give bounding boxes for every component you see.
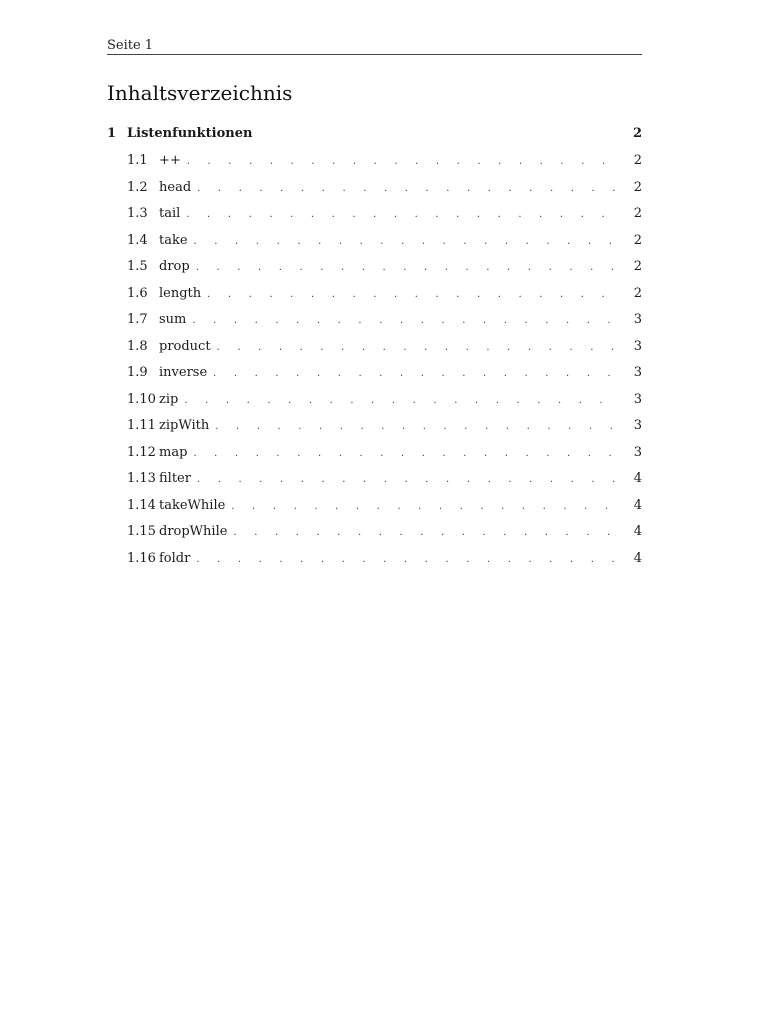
toc-entry[interactable] [107, 522, 642, 549]
entry-number: 1.16 [127, 550, 156, 566]
toc-entry[interactable] [107, 231, 642, 258]
toc-chapter-entry[interactable] [107, 124, 642, 146]
dot-leader [196, 258, 616, 278]
table-of-contents [107, 124, 642, 575]
toc-entry[interactable] [107, 204, 642, 231]
toc-entry[interactable] [107, 337, 642, 364]
dot-leader [217, 338, 616, 358]
entry-page-number: 2 [633, 179, 642, 195]
toc-entries [107, 151, 642, 575]
chapter-page-number: 2 [632, 126, 642, 141]
entry-number: 1.15 [127, 524, 156, 539]
dot-leader [215, 417, 616, 437]
entry-page-number: 2 [633, 285, 642, 301]
toc-entry[interactable] [107, 443, 642, 470]
entry-page-number: 2 [633, 153, 642, 168]
entry-number: 1.11 [127, 418, 156, 433]
dot-leader [184, 391, 616, 411]
dot-leader [193, 444, 616, 464]
toc-entry[interactable] [107, 310, 642, 337]
toc-entry[interactable] [107, 284, 642, 311]
entry-page-number: 3 [633, 338, 642, 354]
entry-title: zipWith [159, 418, 210, 433]
entry-title: head [159, 179, 192, 195]
dot-leader [187, 152, 616, 172]
entry-page-number: 3 [633, 418, 642, 433]
entry-title: foldr [159, 550, 191, 566]
entry-title: takeWhile [159, 497, 226, 513]
dot-leader [197, 470, 616, 490]
entry-number: 1.3 [127, 206, 148, 221]
entry-page-number: 2 [633, 259, 642, 274]
dot-leader [196, 550, 616, 570]
toc-entry[interactable] [107, 178, 642, 205]
entry-title: filter [159, 471, 191, 486]
entry-number: 1.12 [127, 444, 156, 460]
entry-page-number: 4 [633, 524, 642, 539]
entry-title: zip [159, 391, 179, 407]
entry-title: map [159, 444, 188, 460]
page-header [107, 34, 642, 55]
toc-entry[interactable] [107, 496, 642, 523]
entry-title: tail [159, 206, 181, 221]
entry-title: drop [159, 259, 190, 274]
dot-leader [186, 205, 616, 225]
entry-page-number: 4 [633, 550, 642, 566]
toc-entry[interactable] [107, 469, 642, 496]
entry-number: 1.8 [127, 338, 148, 354]
entry-page-number: 4 [633, 471, 642, 486]
dot-leader [197, 179, 616, 199]
dot-leader [194, 232, 616, 252]
dot-leader [207, 285, 616, 305]
entry-number: 1.14 [127, 497, 156, 513]
entry-number: 1.7 [127, 312, 148, 327]
toc-title: Inhaltsverzeichnis [107, 81, 293, 105]
entry-title: inverse [159, 365, 208, 380]
toc-entry[interactable] [107, 390, 642, 417]
dot-leader [231, 497, 616, 517]
entry-number: 1.13 [127, 471, 156, 486]
toc-entry[interactable] [107, 363, 642, 390]
entry-page-number: 3 [633, 312, 642, 327]
entry-title: length [159, 285, 202, 301]
entry-number: 1.9 [127, 365, 148, 380]
entry-number: 1.5 [127, 259, 148, 274]
entry-page-number: 3 [633, 391, 642, 407]
dot-leader [233, 523, 616, 543]
entry-number: 1.6 [127, 285, 148, 301]
entry-title: ++ [159, 153, 181, 168]
toc-entry[interactable] [107, 257, 642, 284]
toc-entry[interactable] [107, 416, 642, 443]
chapter-number: 1 [107, 126, 117, 141]
entry-title: product [159, 338, 211, 354]
entry-page-number: 2 [633, 206, 642, 221]
toc-entry[interactable] [107, 549, 642, 576]
entry-page-number: 4 [633, 497, 642, 513]
entry-title: sum [159, 312, 187, 327]
entry-page-number: 2 [633, 232, 642, 248]
dot-leader [213, 364, 616, 384]
entry-title: take [159, 232, 188, 248]
toc-entry[interactable] [107, 151, 642, 178]
entry-page-number: 3 [633, 444, 642, 460]
entry-number: 1.4 [127, 232, 148, 248]
chapter-title: Listenfunktionen [127, 126, 253, 141]
entry-number: 1.10 [127, 391, 156, 407]
entry-number: 1.1 [127, 153, 148, 168]
dot-leader [192, 311, 616, 331]
entry-title: dropWhile [159, 524, 228, 539]
entry-number: 1.2 [127, 179, 148, 195]
page-number-label: Seite 1 [107, 38, 154, 53]
entry-page-number: 3 [633, 365, 642, 380]
